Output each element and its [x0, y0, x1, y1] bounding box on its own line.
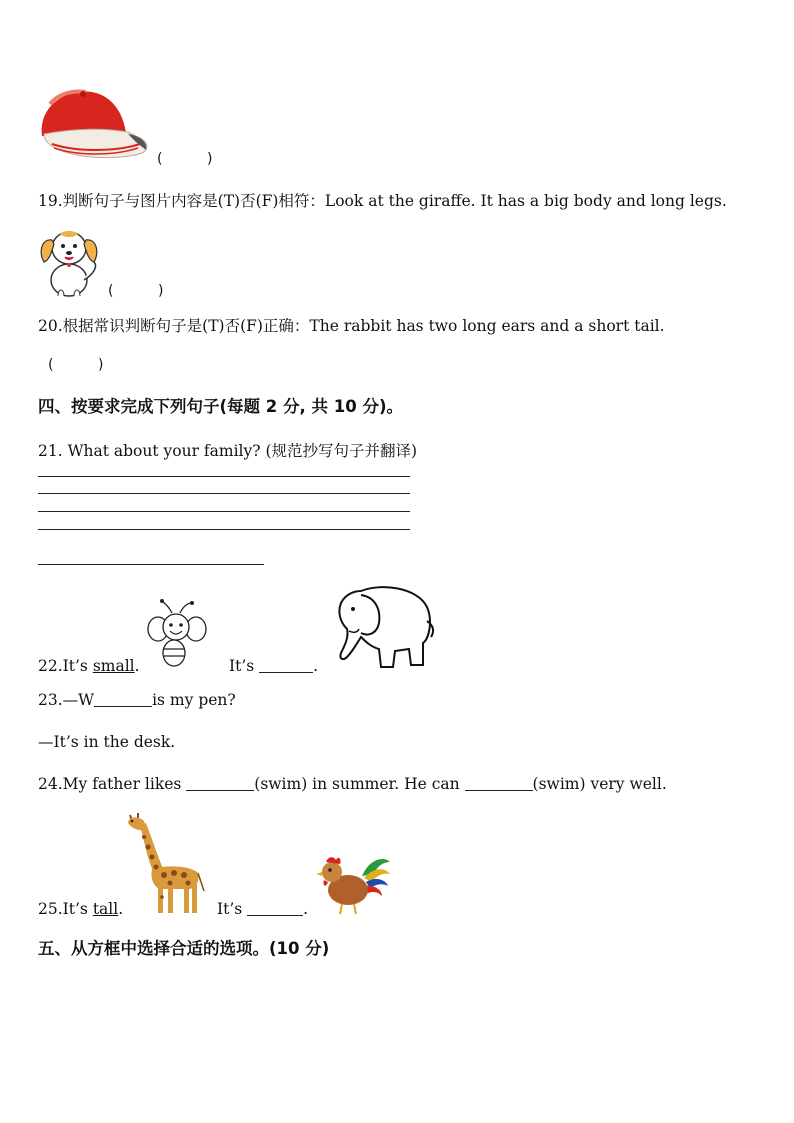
q24-part-2: (swim) in summer. He can — [254, 775, 465, 793]
q22-right — [229, 656, 318, 676]
q24-answer-blank-1[interactable] — [186, 775, 254, 791]
q21-writing-line-2[interactable] — [38, 493, 410, 494]
q22-left-prefix: 22.It’s — [38, 657, 93, 675]
q22-left — [38, 656, 140, 676]
dog-picture — [36, 222, 102, 298]
q25-underlined-word: tall — [92, 900, 119, 918]
q22-answer-blank[interactable] — [259, 657, 313, 673]
q25-left — [38, 899, 123, 919]
q24-part-3: (swim) very well. — [532, 775, 667, 793]
q21-prompt: 21. What about your family? (规范抄写句子并翻译) — [38, 442, 418, 460]
q24-sentence — [38, 774, 667, 794]
q25-right-prefix: It’s — [217, 900, 248, 918]
q22-underlined-word: small — [92, 657, 135, 675]
q23-line-1 — [38, 690, 236, 710]
q21-writing-line-1[interactable] — [38, 476, 410, 477]
q21-translation-line[interactable] — [38, 564, 264, 565]
q25-left-prefix: 25.It’s — [38, 900, 93, 918]
q20-prompt: 20.根据常识判断句子是(T)否(F)正确：The rabbit has two long ears and a short tail. — [38, 317, 665, 335]
giraffe-picture — [124, 811, 206, 915]
section-4-heading: 四、按要求完成下列句子(每题 2 分, 共 10 分)。 — [38, 397, 404, 416]
q21-writing-line-4[interactable] — [38, 529, 410, 530]
q25-left-suffix: . — [118, 900, 124, 918]
q25-answer-blank[interactable] — [247, 900, 303, 916]
q23-suffix: is my pen? — [152, 691, 236, 709]
q21-writing-line-3[interactable] — [38, 511, 410, 512]
q19-prompt: 19.判断句子与图片内容是(T)否(F)相符：Look at the giraffe. It has a big body and long legs. — [38, 192, 727, 210]
q18-answer-paren[interactable]: ( ) — [157, 151, 213, 167]
q24-answer-blank-2[interactable] — [465, 775, 533, 791]
bee-picture — [146, 599, 208, 671]
q23-line-2: —It’s in the desk. — [38, 733, 176, 751]
q20-answer-paren[interactable]: ( ) — [48, 357, 104, 373]
rooster-picture — [312, 850, 392, 916]
q23-prefix: 23.—W — [38, 691, 95, 709]
cap-picture — [36, 84, 152, 166]
section-5-heading: 五、从方框中选择合适的选项。(10 分) — [38, 939, 330, 958]
q24-part-1: 24.My father likes — [38, 775, 187, 793]
q22-left-suffix: . — [134, 657, 140, 675]
q22-right-prefix: It’s — [229, 657, 260, 675]
q25-right — [217, 899, 308, 919]
q25-right-suffix: . — [303, 900, 309, 918]
q22-right-suffix: . — [313, 657, 319, 675]
q23-answer-blank[interactable] — [94, 691, 152, 707]
elephant-picture — [331, 581, 435, 671]
q19-answer-paren[interactable]: ( ) — [108, 283, 164, 299]
